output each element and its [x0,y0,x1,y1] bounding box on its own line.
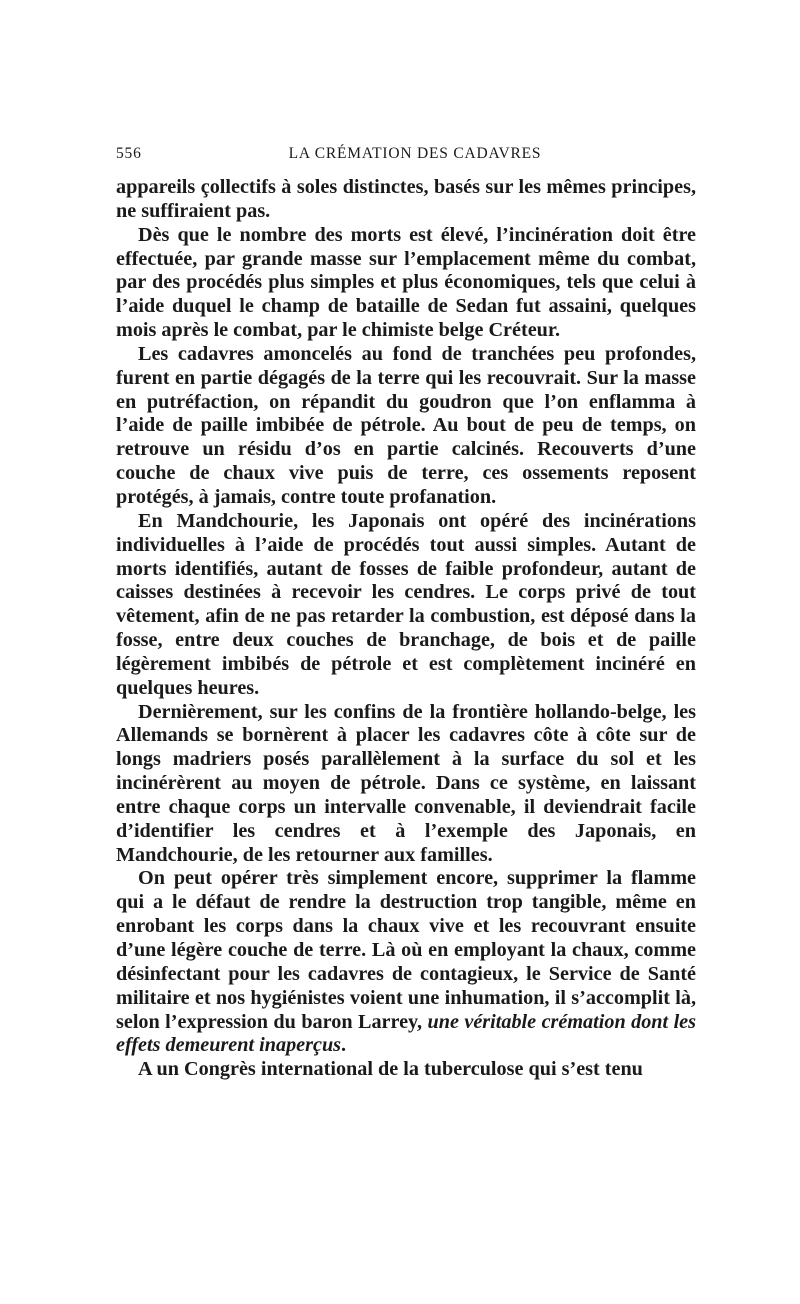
page-number: 556 [116,145,142,162]
paragraph-4: En Mandchourie, les Japonais ont opéré des incinérations individuelles à l’aide de procédés tout aussi simples. Autant de morts identifiés, autant de fosses de faible profondeur, autant de caisses destinées à recevoir les cendres. Le corps privé de tout vêtement, afin de ne pas retarder la combustion, est déposé dans la fosse, entre deux couches de branchage, de bois et de paille légèrement imbibés de pétrole et est complètement incinéré en quelques heures. [116,509,696,699]
text-body [116,176,696,1082]
italic-quote: une véritable crémation dont les effets demeurent inaperçus [116,1010,696,1057]
paragraph-7: A un Congrès international de la tuberculose qui s’est tenu [138,1058,643,1081]
paragraph-3: Les cadavres amoncelés au fond de tranchées peu profondes, furent en partie dégagés de la terre qui les recouvrait. Sur la masse en putréfaction, on répandit du goudron que l’on enflamma à l’aide de paille imbibée de pétrole. Au bout de peu de temps, on retrouve un résidu d’os en partie calcinés. Recouverts d’une couche de chaux vive puis de terre, ces ossements reposent protégés, à jamais, contre toute profanation. [116,342,696,508]
paragraph-1: appareils çollectifs à soles distinctes, basés sur les mêmes principes, ne suffiraient pas. [116,176,696,222]
running-head [116,140,696,168]
book-page [116,140,696,1082]
paragraph-5: Dernièrement, sur les confins de la frontière hollando-belge, les Allemands se bornèrent à placer les cadavres côte à côte sur de longs madriers posés parallèlement à la surface du sol et les incinérèrent au moyen de pétrole. Dans ce système, en laissant entre chaque corps un intervalle convenable, il deviendrait facile d’identifier les cendres et à l’exemple des Japonais, en Mandchourie, de les retourner aux familles. [116,700,696,866]
paragraph-6 [116,867,696,1058]
paragraph-6-text: On peut opérer très simplement encore, supprimer la flamme qui a le défaut de rendre la destruction trop tangible, même en enrobant les corps dans la chaux vive et les recouvrant ensuite d’une légère couche de terre. Là où en employant la chaux, comme désinfectant pour les cadavres de contagieux, le Service de Santé militaire et nos hygiénistes voient une inhumation, il s’accomplit là, selon l’expression du baron Larrey, [116,867,696,1033]
paragraph-6-end: . [341,1034,347,1057]
running-title: LA CRÉMATION DES CADAVRES [288,145,542,162]
paragraph-2: Dès que le nombre des morts est élevé, l’incinération doit être effectuée, par grande masse sur l’emplacement même du combat, par des procédés plus simples et plus économiques, tels que celui à l’aide duquel le champ de bataille de Sedan fut assaini, quelques mois après le combat, par le chimiste belge Créteur. [116,223,696,342]
